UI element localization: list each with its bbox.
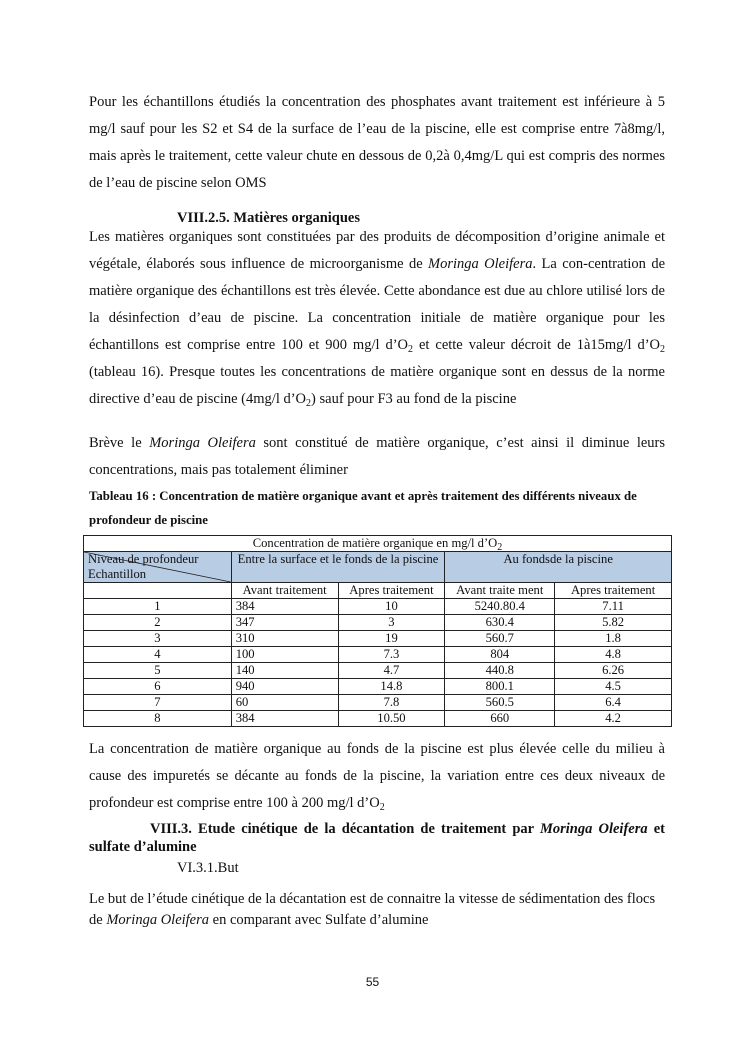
table-row: 6 940 14.8 800.1 4.5 bbox=[84, 679, 672, 695]
table-row: 5 140 4.7 440.8 6.26 bbox=[84, 663, 672, 679]
table-row: 3 310 19 560.7 1.8 bbox=[84, 631, 672, 647]
group-header-fond: Au fondsde la piscine bbox=[445, 552, 672, 583]
col-header: Avant traitement bbox=[231, 583, 338, 599]
table-caption: Tableau 16 : Concentration de matière organique avant et après traitement des différents niveaux de profondeur de piscine bbox=[89, 489, 637, 527]
diagonal-line bbox=[84, 552, 231, 582]
corner-top-label: Niveau de profondeur bbox=[88, 552, 199, 566]
heading-matieres-organiques: VIII.2.5. Matières organiques bbox=[177, 210, 360, 226]
paragraph-but: Le but de l’étude cinétique de la décantation est de connaitre la vitesse de sédimentation des flocs de Moringa Oleifera en comparant avec Sulfate d’alumine bbox=[89, 891, 656, 928]
corner-header bbox=[84, 552, 232, 583]
table-title-row bbox=[84, 536, 672, 552]
heading-but: VI.3.1.But bbox=[177, 860, 239, 876]
col-header: Apres traitement bbox=[555, 583, 672, 599]
table-row: 8 384 10.50 660 4.2 bbox=[84, 711, 672, 727]
table-row: 4 100 7.3 804 4.8 bbox=[84, 647, 672, 663]
paragraph-phosphates: Pour les échantillons étudiés la concentration des phosphates avant traitement est inférieure à 5 mg/l sauf pour les S2 et S4 de la surface de l’eau de la piscine, elle est comprise entre 7à8mg/l, mais après le traitement, cette valeur chute en dessous de 0,2à 0,4mg/L qui est compris des normes de l’eau de piscine selon OMS bbox=[89, 94, 665, 191]
species-name: Moringa Oleifera bbox=[149, 435, 256, 451]
table-row: 7 60 7.8 560.5 6.4 bbox=[84, 695, 672, 711]
paragraph-fonds: La concentration de matière organique au fonds de la piscine est plus élevée celle du milieu à cause des impuretés se décante au fonds de la piscine, la variation entre ces deux niveaux de profondeur est comprise entre 100 à 200 mg/l $d’O_2$ bbox=[89, 741, 665, 813]
species-name: Moringa Oleifera bbox=[539, 821, 648, 837]
table-row: 2 347 3 630.4 5.82 bbox=[84, 615, 672, 631]
heading-etude-cinetique: VIII.3. Etude cinétique de la décantation de traitement par Moringa Oleifera et sulfate d’alumine bbox=[89, 821, 666, 855]
paragraph-moringa-summary: Brève le Moringa Oleifera sont constitué de matière organique, c’est ainsi il diminue leurs concentrations, mais pas totalement éliminer bbox=[89, 435, 666, 478]
paragraph-matieres-organiques: Les matières organiques sont constituées par des produits de décomposition d’origine animale et végétale, élaborés sous influence de microorganisme de Moringa Oleifera. La con-centration de matière organique des échantillons est très élevée. Cette abondance est due au chlore utilisé lors de la désinfection d’eau de piscine. La concentration initiale de matière organique pour les échantillons est comprise entre 100 et 900 mg/l $d’O_2$ et cette valeur décroit de 1à15mg/l $d’O_2$ (tableau 16). Presque toutes les concentrations de matière organique sont en dessus de la norme directive d’eau de piscine (4mg/l $d’O_2$) sauf pour F3 au fond de la piscine bbox=[89, 229, 666, 409]
table-column-header-row bbox=[84, 583, 672, 599]
corner-bottom-label: Echantillon bbox=[88, 566, 147, 581]
table-title: Concentration de matière organique en mg/l $d’O_2$ bbox=[84, 536, 672, 552]
col-header: Apres traitement bbox=[338, 583, 445, 599]
species-name: Moringa Oleifera bbox=[428, 256, 533, 272]
group-header-surface: Entre la surface et le fonds de la piscine bbox=[231, 552, 445, 583]
organic-matter-table bbox=[83, 535, 672, 727]
page-number: 55 bbox=[365, 975, 380, 989]
col-header: Avant traite ment bbox=[445, 583, 555, 599]
table-row: 1 384 10 5240.80.4 7.11 bbox=[84, 599, 672, 615]
table-group-row bbox=[84, 552, 672, 583]
species-name: Moringa Oleifera bbox=[106, 912, 210, 928]
